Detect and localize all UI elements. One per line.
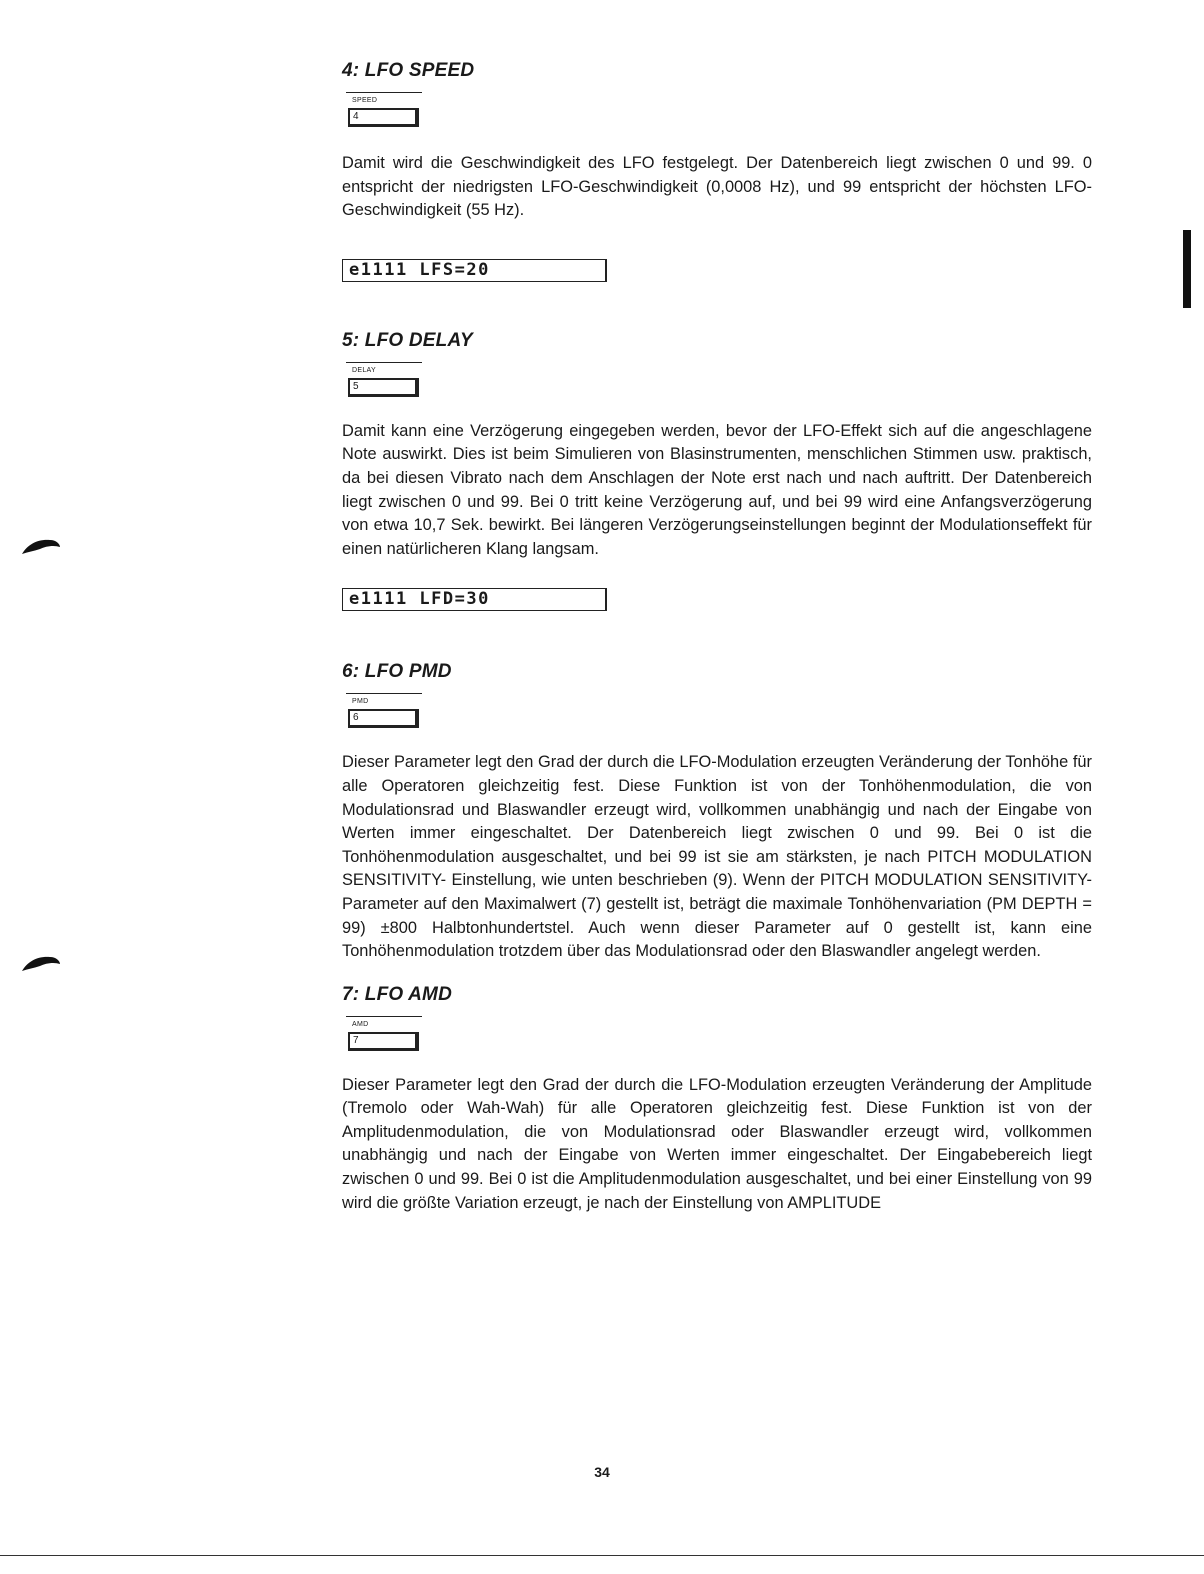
margin-bird-mark-1 bbox=[20, 536, 62, 556]
section-title-lfo-pmd: 6: LFO PMD bbox=[342, 661, 452, 683]
key-button-amd bbox=[348, 1032, 419, 1051]
key-button-speed bbox=[348, 108, 419, 127]
delay-key-diagram bbox=[342, 362, 422, 402]
page-content bbox=[342, 60, 1092, 1215]
section-body-lfo-delay: Damit kann eine Verzögerung eingegeben werden, bevor der LFO-Effekt sich auf die angeschlagene Note auswirkt. Dies ist beim Simulieren von Blasinstrumenten, menschlichen Stimmen usw. praktisch, da bei diesen Vibrato nach dem Anschlagen der Note erst nach und nach auftritt. Der Datenbereich liegt zwischen 0 und 99. Bei 0 tritt keine Verzögerung auf, und bei 99 wird eine Anfangsverzögerung von etwa 10,7 Sek. bewirkt. Bei längeren Verzögerungseinstellungen beginnt der Modulationseffekt für einen natürlicheren Klang langsam. bbox=[342, 421, 1092, 558]
key-label-delay: DELAY bbox=[352, 366, 376, 374]
section-title-lfo-delay: 5: LFO DELAY bbox=[342, 329, 473, 351]
lcd-display-lfs bbox=[342, 259, 607, 282]
section-title-lfo-amd: 7: LFO AMD bbox=[342, 983, 453, 1005]
lcd-text-lfd: e1111 LFD=30 bbox=[349, 589, 490, 610]
key-topline bbox=[346, 362, 422, 363]
section-body-lfo-pmd: Dieser Parameter legt den Grad der durch die LFO-Modulation erzeugten Veränderung der Tonhöhe für alle Operatoren gleichzeitig fest. Diese Funktion ist von der Tonhöhenmodulation, die von Modulationsrad und Blaswandler erzeugt wird, vollkommen unabhängig und nach der Eingabe von Werten immer eingeschaltet. Der Datenbereich liegt zwischen 0 und 99. Bei 0 ist die Tonhöhenmodulation ausgeschaltet, und bei 99 ist sie am stärksten, je nach PITCH MODULATION SENSITIVITY- Einstellung, wie unten beschrieben (9). Wenn der PITCH MODULATION SENSITIVITY-Parameter auf den Maximalwert (7) gestellt ist, beträgt die maximale Tonhöhenvariation (PM DEPTH = 99) ±800 Halbtonhundertstel. Auch wenn dieser Parameter auf 0 gestellt ist, kann eine Tonhöhenmodulation trotzdem über das Modulationsrad oder den Blaswandler angelegt werden. bbox=[342, 753, 1092, 961]
page-tab-marker bbox=[1183, 230, 1191, 308]
lcd-display-lfd bbox=[342, 588, 607, 611]
key-number: 7 bbox=[353, 1034, 359, 1046]
page-number: 34 bbox=[594, 1464, 610, 1480]
amd-key-diagram bbox=[342, 1016, 422, 1056]
key-number: 5 bbox=[353, 380, 359, 392]
pmd-key-diagram bbox=[342, 693, 422, 733]
section-body-lfo-amd: Dieser Parameter legt den Grad der durch die LFO-Modulation erzeugten Veränderung der Amplitude (Tremolo oder Wah-Wah) für alle Operatoren gleichzeitig fest. Diese Funktion ist von der Amplitudenmodulation, die von Modulationsrad oder Blaswandler erzeugt wird, vollkommen unabhängig und nach der Eingabe von Werten immer eingeschaltet. Der Eingabebereich liegt zwischen 0 und 99. Bei 0 ist die Amplitudenmodulation ausgeschaltet, und bei einer Einstellung von 99 wird die größte Variation erzeugt, je nach der Einstellung von AMPLITUDE bbox=[342, 1075, 1092, 1212]
key-topline bbox=[346, 92, 422, 93]
key-label-pmd: PMD bbox=[352, 698, 369, 706]
bottom-rule bbox=[0, 1555, 1204, 1556]
key-topline bbox=[346, 693, 422, 694]
key-number: 6 bbox=[353, 712, 359, 724]
margin-bird-mark-2 bbox=[20, 953, 62, 973]
key-topline bbox=[346, 1016, 422, 1017]
speed-key-diagram bbox=[342, 92, 422, 132]
lcd-text-lfs: e1111 LFS=20 bbox=[349, 259, 490, 280]
key-button-pmd bbox=[348, 709, 419, 728]
key-label-amd: AMD bbox=[352, 1020, 369, 1028]
section-title-lfo-speed: 4: LFO SPEED bbox=[342, 60, 475, 81]
section-body-lfo-speed: Damit wird die Geschwindigkeit des LFO festgelegt. Der Datenbereich liegt zwischen 0 und 99. 0 entspricht der niedrigsten LFO-Geschwindigkeit (0,0008 Hz), und 99 entspricht der höchsten LFO-Geschwindigkeit (55 Hz). bbox=[342, 154, 1092, 220]
key-label-speed: SPEED bbox=[352, 97, 378, 104]
key-button-delay bbox=[348, 378, 419, 397]
key-number: 4 bbox=[353, 111, 359, 122]
